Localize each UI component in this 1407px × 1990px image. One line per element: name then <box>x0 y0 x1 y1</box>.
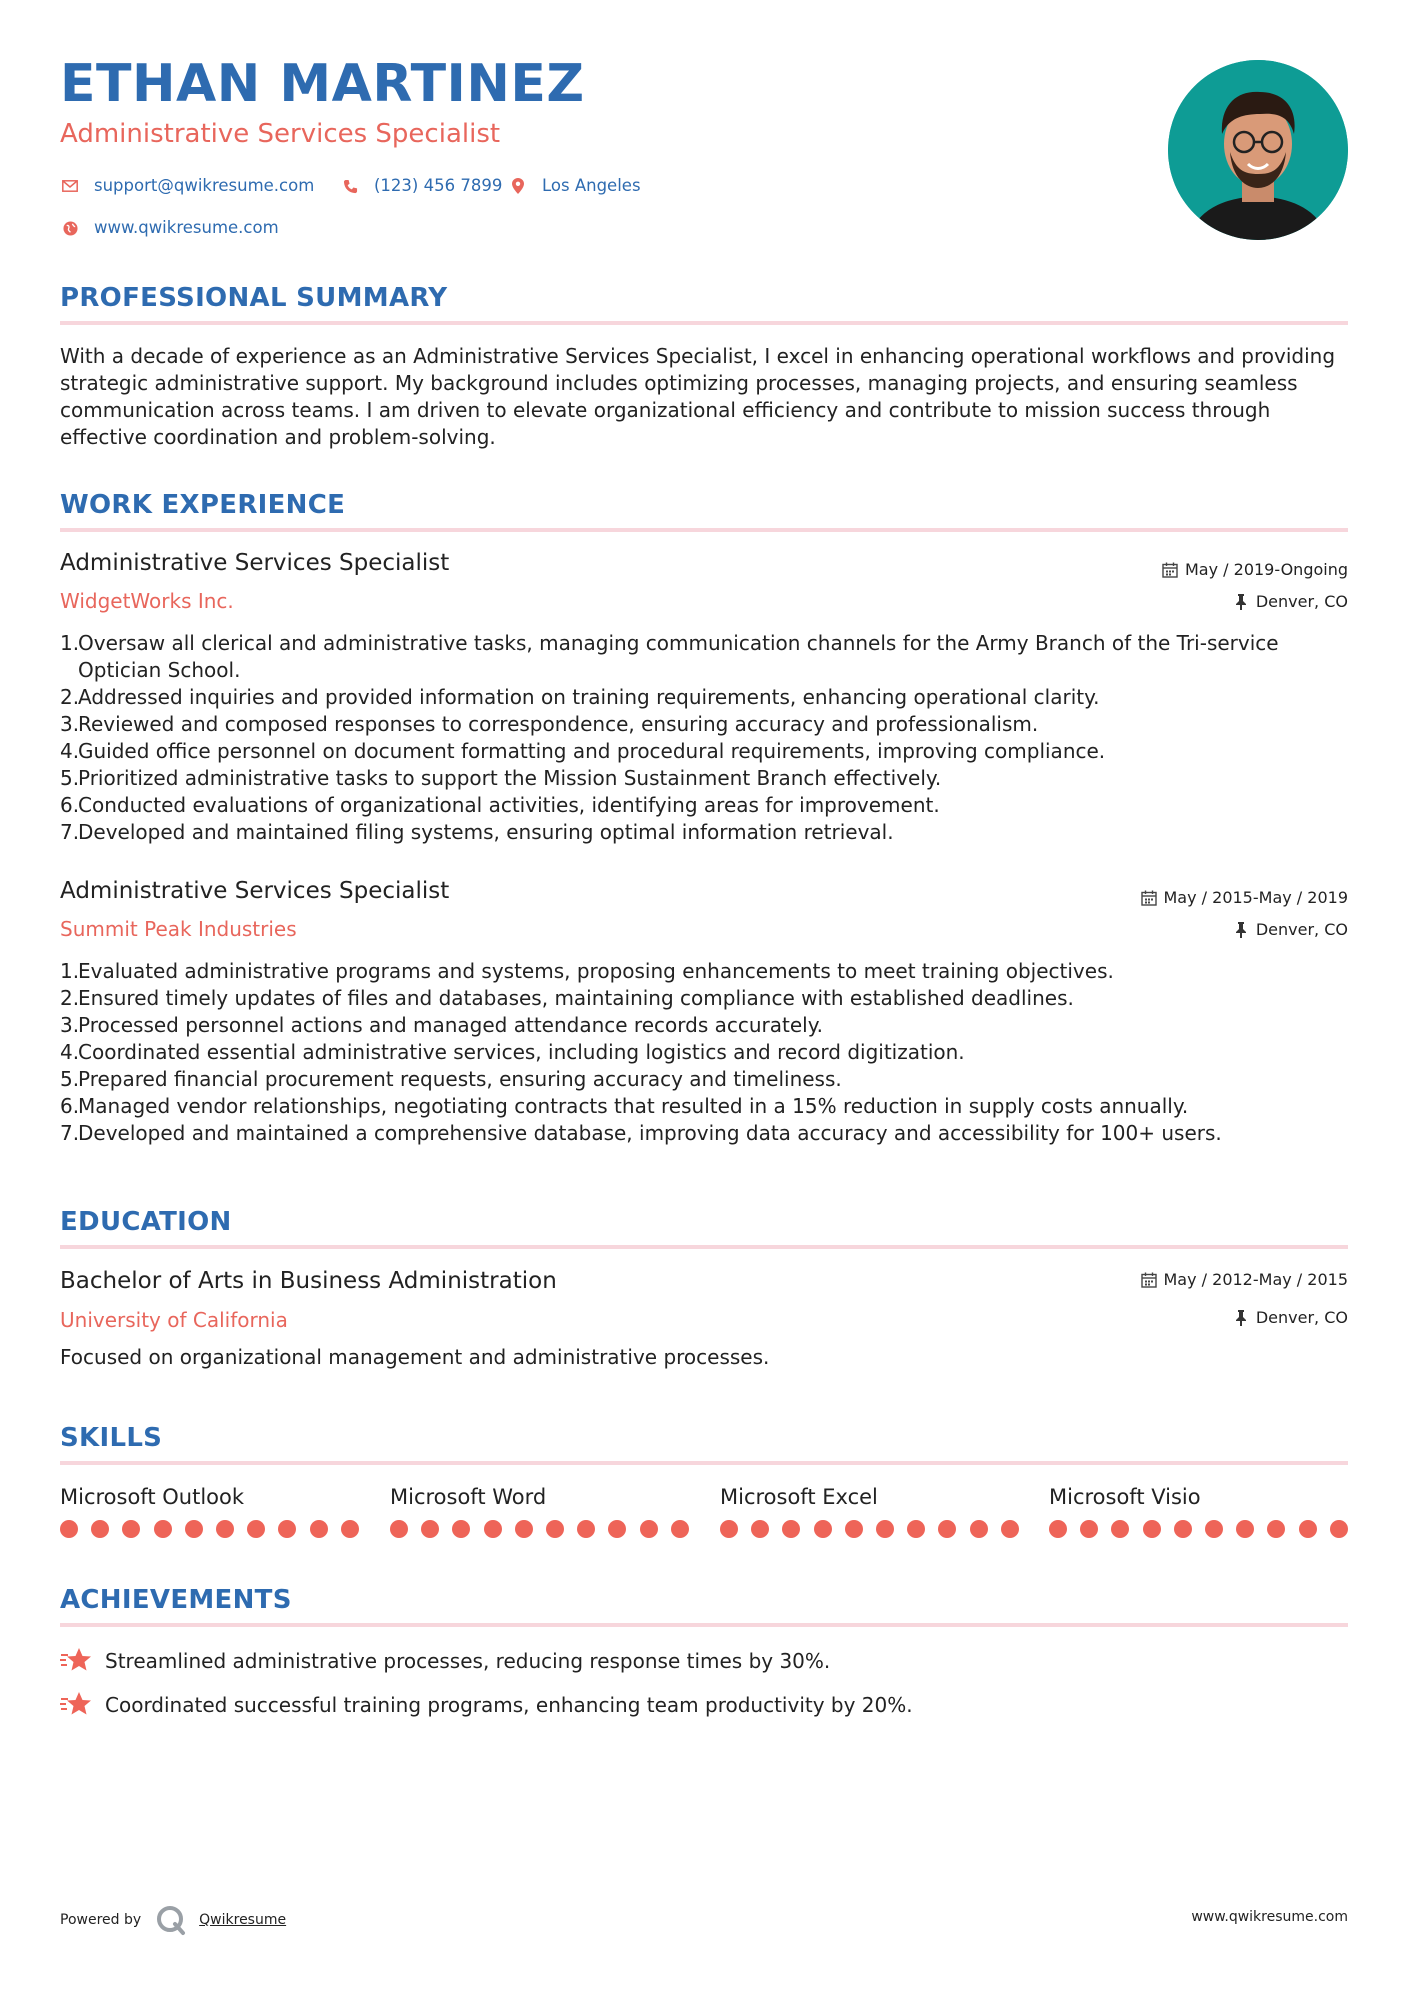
skill-dot <box>1174 1520 1192 1538</box>
candidate-title: Administrative Services Specialist <box>60 119 501 149</box>
job-company: WidgetWorks Inc. <box>60 589 234 613</box>
skill-dot <box>1049 1520 1067 1538</box>
skill-dot <box>1205 1520 1223 1538</box>
list-item: 6. Managed vendor relationships, negotiating contracts that resulted in a 15% reduction in supply costs annually. <box>60 1094 1189 1118</box>
calendar-icon <box>1140 1271 1158 1289</box>
phone-text: (123) 456 7899 <box>374 175 503 195</box>
summary-text: With a decade of experience as an Administrative Services Specialist, I excel in enhancing operational workflows and providing strategic administrative support. My background includes optimizing processes, managing projects, and ensuring seamless communication across teams. I am driven to elevate organizational efficiency and contribute to mission success through effective coordination and problem-solving. <box>60 344 1336 449</box>
footer-url[interactable]: www.qwikresume.com <box>1191 1909 1348 1925</box>
job-location <box>1232 593 1348 611</box>
envelope-icon <box>60 176 80 196</box>
skill-dot <box>484 1520 502 1538</box>
profile-photo <box>1168 60 1348 240</box>
skill-rating <box>390 1520 689 1538</box>
skill-name: Microsoft Outlook <box>60 1485 245 1509</box>
skill-dot <box>310 1520 328 1538</box>
job-location-text: Denver, CO <box>1255 592 1348 611</box>
candidate-name: ETHAN MARTINEZ <box>60 54 585 114</box>
education-description: Focused on organizational management and administrative processes. <box>60 1345 770 1369</box>
skill-dot <box>577 1520 595 1538</box>
list-item: 5. Prepared financial procurement requests, ensuring accuracy and timeliness. <box>60 1067 842 1091</box>
contact-email[interactable] <box>60 176 314 196</box>
skill-dot <box>608 1520 626 1538</box>
list-item: 1. Evaluated administrative programs and systems, proposing enhancements to meet training objectives. <box>60 959 1114 983</box>
list-item: 3. Reviewed and composed responses to correspondence, ensuring accuracy and professionalism. <box>60 712 1039 736</box>
achievement-item <box>60 1646 830 1676</box>
skill-dot <box>938 1520 956 1538</box>
skill-dot <box>814 1520 832 1538</box>
list-item: 6. Conducted evaluations of organizational activities, identifying areas for improvement. <box>60 793 940 817</box>
skill-dot <box>751 1520 769 1538</box>
job-company: Summit Peak Industries <box>60 917 297 941</box>
skill-dot <box>60 1520 78 1538</box>
skill-dot <box>216 1520 234 1538</box>
location-text: Los Angeles <box>542 175 641 195</box>
skill-dot <box>1080 1520 1098 1538</box>
skill-dot <box>341 1520 359 1538</box>
list-item: 2. Ensured timely updates of files and databases, maintaining compliance with established deadlines. <box>60 986 1074 1010</box>
list-item: 4. Guided office personnel on document formatting and procedural requirements, improving compliance. <box>60 739 1106 763</box>
section-divider <box>60 1623 1348 1627</box>
skill-dot <box>782 1520 800 1538</box>
list-item: 7. Developed and maintained filing systems, ensuring optimal information retrieval. <box>60 820 894 844</box>
skill-dot <box>1111 1520 1129 1538</box>
contact-location <box>508 176 641 196</box>
achievement-item <box>60 1690 913 1720</box>
job-location <box>1232 921 1348 939</box>
section-title-achievements: ACHIEVEMENTS <box>60 1585 292 1615</box>
section-divider <box>60 1245 1348 1249</box>
qwikresume-logo-icon <box>155 1904 187 1936</box>
achievement-text: Streamlined administrative processes, reducing response times by 30%. <box>105 1649 831 1673</box>
section-title-experience: WORK EXPERIENCE <box>60 490 346 520</box>
skill-name: Microsoft Visio <box>1049 1485 1201 1509</box>
skill-dot <box>1143 1520 1161 1538</box>
skill-dot <box>278 1520 296 1538</box>
calendar-icon <box>1161 561 1179 579</box>
job-bullets <box>60 958 1350 1147</box>
skill-dot <box>640 1520 658 1538</box>
list-item: 5. Prioritized administrative tasks to support the Mission Sustainment Branch effectively. <box>60 766 942 790</box>
skill-rating <box>720 1520 1019 1538</box>
section-title-education: EDUCATION <box>60 1207 232 1237</box>
skill-dot <box>185 1520 203 1538</box>
job-title: Administrative Services Specialist <box>60 550 450 576</box>
skill-rating <box>60 1520 359 1538</box>
brand-link[interactable]: Qwikresume <box>199 1912 287 1928</box>
skill-dot <box>122 1520 140 1538</box>
skill-dot <box>546 1520 564 1538</box>
skill-dot <box>154 1520 172 1538</box>
calendar-icon <box>1140 889 1158 907</box>
section-title-summary: PROFESSIONAL SUMMARY <box>60 283 448 313</box>
pushpin-icon <box>1232 593 1250 611</box>
skill-name: Microsoft Excel <box>720 1485 878 1509</box>
skill-name: Microsoft Word <box>390 1485 547 1509</box>
section-divider <box>60 321 1348 325</box>
list-item: 3. Processed personnel actions and managed attendance records accurately. <box>60 1013 824 1037</box>
skill-dot <box>247 1520 265 1538</box>
skill-dot <box>1001 1520 1019 1538</box>
job-dates <box>1161 561 1348 579</box>
job-bullets <box>60 630 1350 846</box>
education-dates <box>1140 1271 1349 1289</box>
skill-dot <box>421 1520 439 1538</box>
contact-phone[interactable] <box>340 176 502 196</box>
skill-dot <box>1267 1520 1285 1538</box>
skill-rating <box>1049 1520 1348 1538</box>
skill-dot <box>907 1520 925 1538</box>
skill-dot <box>876 1520 894 1538</box>
website-text: www.qwikresume.com <box>94 217 279 237</box>
skill-dot <box>91 1520 109 1538</box>
list-item: 7. Developed and maintained a comprehensive database, improving data accuracy and accessibility for 100+ users. <box>60 1121 1222 1145</box>
skill-dot <box>720 1520 738 1538</box>
skill-dot <box>845 1520 863 1538</box>
degree-title: Bachelor of Arts in Business Administration <box>60 1268 557 1294</box>
education-dates-text: May / 2012-May / 2015 <box>1163 1270 1348 1289</box>
skill-dot <box>1236 1520 1254 1538</box>
skill-dot <box>1330 1520 1348 1538</box>
pushpin-icon <box>1232 1309 1250 1327</box>
school-name: University of California <box>60 1308 288 1332</box>
section-divider <box>60 528 1348 532</box>
contact-website[interactable] <box>60 218 279 238</box>
globe-icon <box>60 218 80 238</box>
pushpin-icon <box>1232 921 1250 939</box>
list-item: 2. Addressed inquiries and provided information on training requirements, enhancing operational clarity. <box>60 685 1100 709</box>
star-icon <box>60 1646 92 1676</box>
skill-dot <box>970 1520 988 1538</box>
star-icon <box>60 1690 92 1720</box>
list-item: 1. Oversaw all clerical and administrative tasks, managing communication channels for the Army Branch of the Tri-service Optician School. <box>60 631 1279 682</box>
job-dates-text: May / 2019-Ongoing <box>1185 560 1348 579</box>
section-title-skills: SKILLS <box>60 1423 163 1453</box>
job-location-text: Denver, CO <box>1255 920 1348 939</box>
footer-powered-by <box>60 1904 286 1936</box>
skill-dot <box>1299 1520 1317 1538</box>
list-item: 4. Coordinated essential administrative services, including logistics and record digitization. <box>60 1040 965 1064</box>
email-text: support@qwikresume.com <box>94 175 315 195</box>
map-pin-icon <box>508 176 528 196</box>
achievement-text: Coordinated successful training programs, enhancing team productivity by 20%. <box>105 1693 913 1717</box>
education-location-text: Denver, CO <box>1255 1308 1348 1327</box>
job-title: Administrative Services Specialist <box>60 878 450 904</box>
skill-dot <box>390 1520 408 1538</box>
job-dates <box>1140 889 1349 907</box>
phone-icon <box>340 176 360 196</box>
skill-dot <box>452 1520 470 1538</box>
section-divider <box>60 1461 1348 1465</box>
skill-dot <box>515 1520 533 1538</box>
skill-dot <box>671 1520 689 1538</box>
education-location <box>1232 1309 1348 1327</box>
powered-by-text: Powered by <box>60 1912 142 1928</box>
job-dates-text: May / 2015-May / 2019 <box>1163 888 1348 907</box>
